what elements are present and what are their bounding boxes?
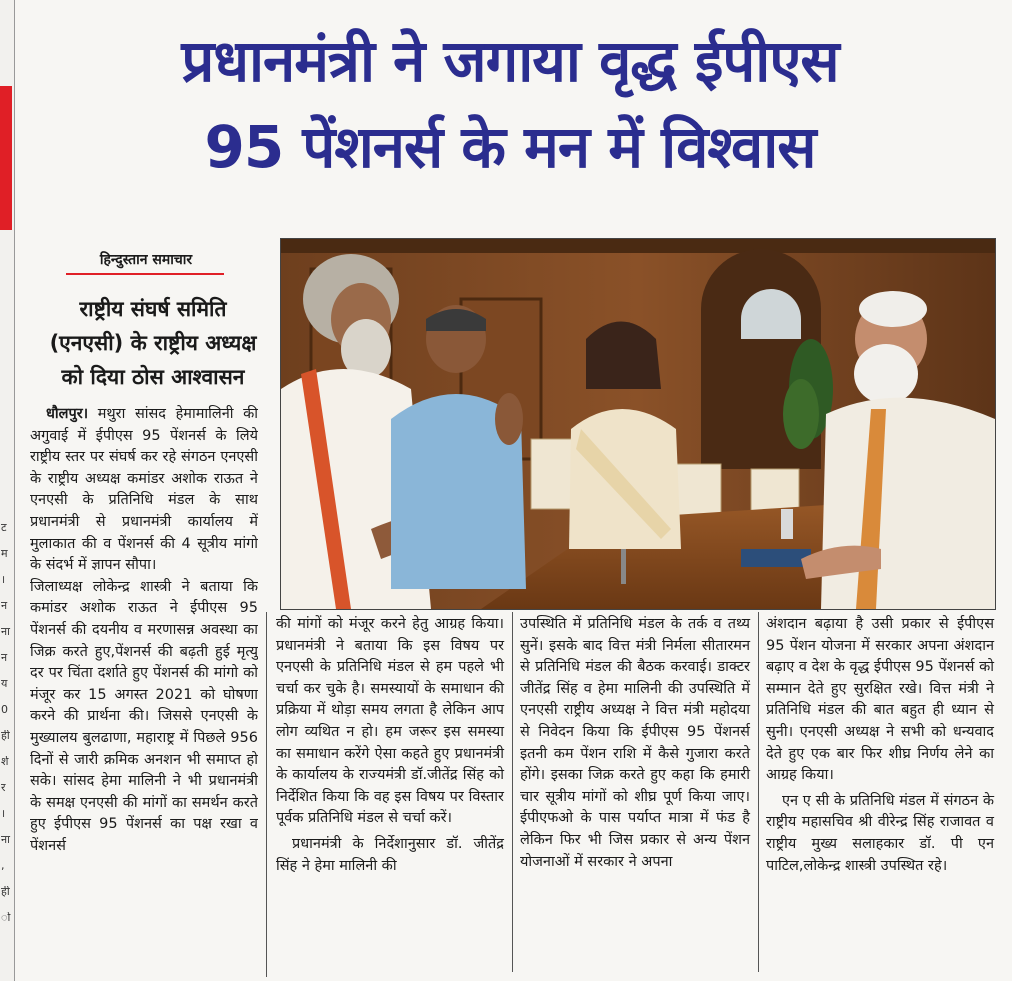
edge-fragment: ही — [1, 886, 10, 898]
meeting-photo — [280, 238, 996, 610]
folder-on-table — [741, 549, 811, 567]
column-divider — [266, 612, 267, 977]
edge-fragment: , — [1, 860, 5, 872]
article-paragraph: अंशदान बढ़ाया है उसी प्रकार से ईपीएस 95 पेंशन योजना में सरकार अपना अंशदान बढ़ाए व देश के वृद्ध ईपीएस 95 पेंशनर्स को सम्मान देते हुए सुरक्षित रखे। वित्त मंत्री ने प्रतिनिधि मंडल की बात बहुत ही ध्यान से सुनी। एनएसी अध्यक्ष ने सभी को धन्यवाद देते हुए एक बार फिर शीघ्र निर्णय लेने का आग्रह किया। — [766, 616, 994, 784]
subheadline-line-1: राष्ट्रीय संघर्ष समिति — [79, 297, 227, 321]
paragraph-text: मथुरा सांसद हेमामालिनी की अगुवाई में ईपीएस 95 पेंशनर्स के लिये राष्ट्रीय स्तर पर संघर्ष कर रहे संगठन एनएसी के राष्ट्रीय अध्यक्ष कमांडर अशोक राऊत ने एनएसी के प्रतिनिधि मंडल के साथ प्रधानमंत्री से प्रधानमंत्री कार्यालय में मुलाकात की व पेंशनर्स की 4 सूत्रीय मांगो के संदर्भ में ज्ञापन सौपा। — [30, 406, 258, 574]
edge-fragment: म — [1, 548, 8, 560]
subheadline-line-2: (एनएसी) के राष्ट्रीय अध्यक्ष — [49, 331, 257, 355]
headline — [40, 18, 980, 190]
adjacent-red-block — [0, 86, 12, 230]
article-paragraph: एन ए सी के प्रतिनिधि मंडल में संगठन के राष्ट्रीय महासचिव श्री वीरेन्द्र सिंह राजावत व राष्ट्रीय मुख्य सलाहकार डॉ. पी एन पाटिल,लोकेन्द्र शास्त्री उपस्थित रहे। — [766, 792, 994, 874]
article-paragraph: उपस्थिति में प्रतिनिधि मंडल के तर्क व तथ्य सुनें। इसके बाद वित्त मंत्री निर्मला सीतारमन से प्रतिनिधि मंडल की बैठक करवाई। डाक्टर जीतेंद्र सिंह व हेमा मालिनी की उपस्थिति में एनएसी राष्ट्रीय अध्यक्ष ने वित्त मंत्री महोदया से निवेदन किया कि ईपीएस 95 पेंशनर्स इतनी कम पेंशन राशि में कैसे गुजारा करते होंगे। इसका जिक्र करते हुए कहा कि हमारी चार सूत्रीय मांगों को शीघ्र पूर्ण किया जाए। ईपीएफओ के पास पर्याप्त मात्रा में फंड है लेकिन फिर भी जिस प्रकार से अन्य पेंशन योजनाओं में सरकार ने अपना — [520, 616, 750, 870]
headline-line-1: प्रधानमंत्री ने जगाया वृद्ध ईपीएस — [181, 27, 839, 95]
water-glass — [781, 509, 793, 539]
edge-fragment: न — [1, 600, 8, 612]
edge-fragment: । — [1, 574, 6, 586]
credit-underline — [66, 273, 224, 275]
indoor-plant — [783, 379, 819, 449]
article-paragraph — [30, 404, 258, 577]
edge-fragment: 0 — [1, 704, 8, 716]
article-column-1 — [30, 404, 258, 979]
edge-fragment: ना — [1, 626, 10, 638]
meeting-photo-illustration — [281, 239, 995, 609]
subheadline — [28, 292, 278, 394]
ceiling-trim — [281, 239, 995, 253]
news-agency-credit: हिन्दुस्तान समाचार — [99, 252, 193, 268]
headline-line-2: 95 पेंशनर्स के मन में विश्वास — [204, 113, 816, 181]
edge-fragment: र — [1, 782, 6, 794]
edge-fragment: । — [1, 808, 6, 820]
edge-fragment: य — [1, 678, 8, 690]
article-paragraph: की मांगों को मंजूर करने हेतु आग्रह किया।प्रधानमंत्री ने बताया कि इस विषय पर एनएसी के प्रतिनिधि मंडल से हम पहले भी चर्चा कर चुके है। समस्यायों के समाधान की प्रक्रिया में थोड़ा समय लगता है लेकिन आप लोग व्यथित न हो। हम जरूर इस समस्या का समाधान करेंगे ऐसा कहते हुए प्रधानमंत्री के कार्यालय के राज्यमंत्री डॉ.जीतेंद्र सिंह को निर्देशित किया कि वह इस विषय पर विस्तार पूर्वक प्रतिनिधि मंडल से चर्चा करें। — [276, 616, 504, 827]
subheadline-line-3: को दिया ठोस आश्वासन — [61, 365, 245, 389]
edge-fragment: ो — [1, 912, 11, 924]
edge-fragment: ही — [1, 730, 10, 742]
edge-fragment: न — [1, 652, 8, 664]
article-paragraph: जिलाध्यक्ष लोकेन्द्र शास्त्री ने बताया कि कमांडर अशोक राऊत ने ईपीएस 95 पेंशनर्स की दयनीय व मरणासन्न अवस्था का जिक्र करते हुए,पेंशनर्स की बढ़ती हुई मृत्यु दर पर चिंता दर्शाते हुए पेंशनर्स की मांगो को मंजूर कर 15 अगस्त 2021 को घोषणा करने की प्रार्थना की। जिससे एनएसी के मुख्यालय बुलढाणा, महाराष्ट्र में पिछले 956 दिनों से जारी क्रमिक अनशन भी समाप्त हो सके। सांसद हेमा मालिनी ने भी प्रधानमंत्री के समक्ष एनएसी की मांगों का समर्थन करते हुए ईपीएस 95 पेंशनर्स का पक्ष रखा व पेंशनर्स — [30, 578, 258, 854]
edge-fragment: ट — [1, 522, 7, 534]
column-divider — [758, 612, 759, 972]
column-divider — [512, 612, 513, 972]
edge-fragment: ना — [1, 834, 10, 846]
article-column-3 — [520, 614, 750, 873]
edge-fragment: र्श — [1, 756, 9, 768]
article-paragraph: प्रधानमंत्री के निर्देशानुसार डॉ. जीतेंद्र सिंह ने हेमा मालिनी की — [276, 835, 504, 874]
article-column-4 — [766, 614, 994, 877]
dateline: धौलपुर। — [46, 406, 89, 422]
article-column-2 — [276, 614, 504, 877]
